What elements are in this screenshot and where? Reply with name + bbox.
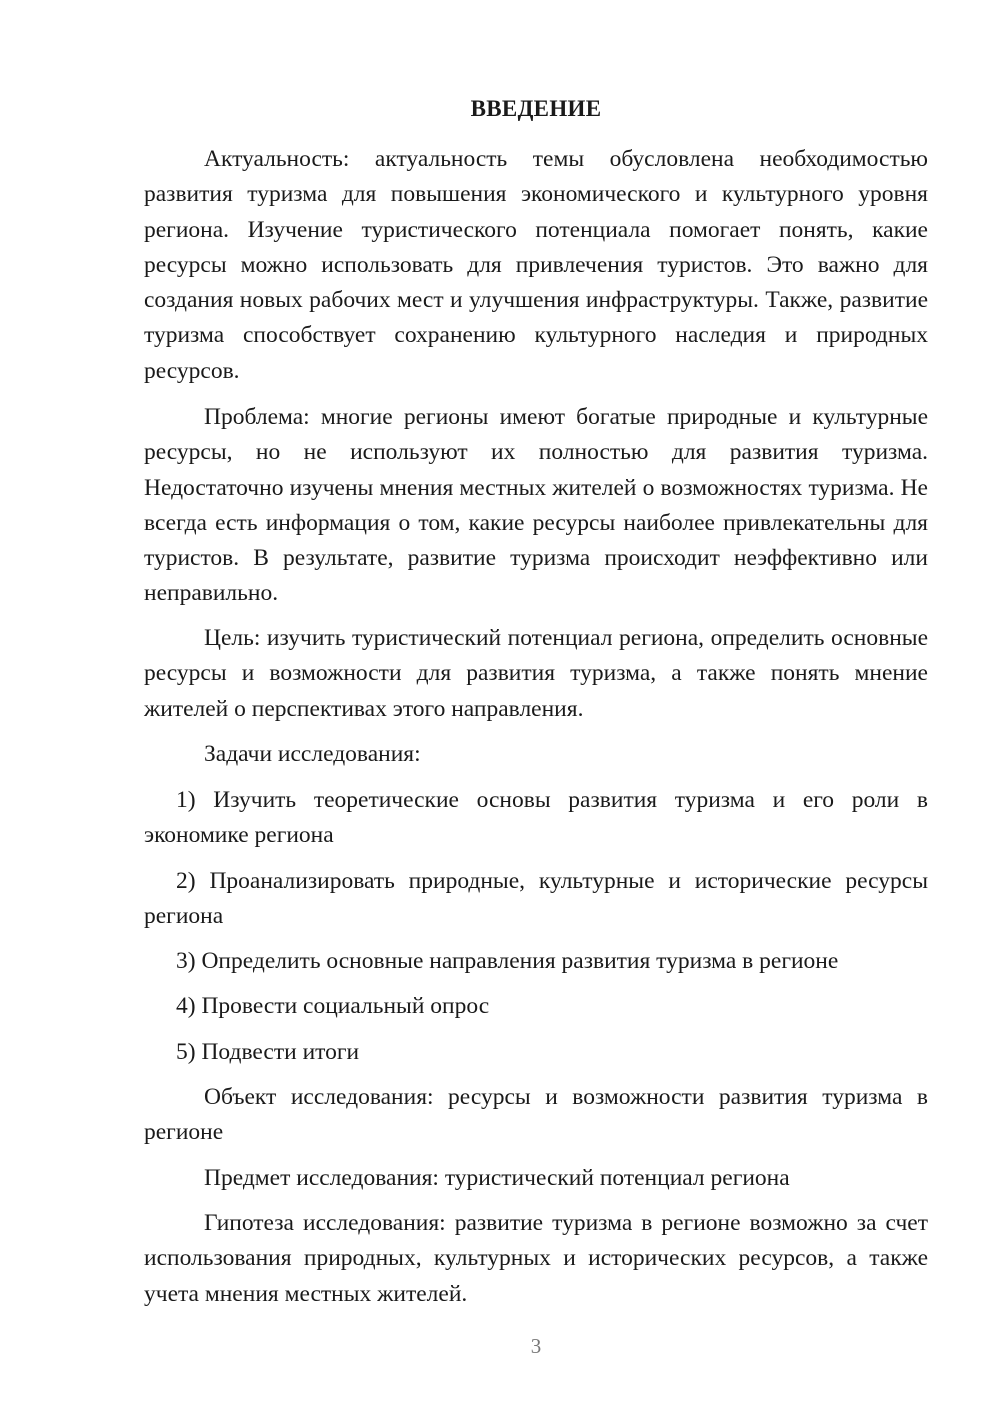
page-title: ВВЕДЕНИЕ (470, 96, 602, 121)
problem-paragraph: Проблема: многие регионы имеют богатые природные и культурные ресурсы, но не используют их полностью для развития туризма. Недостаточно изучены мнения местных жителей о возможностях туризма. Не всегда есть информация о том, какие ресурсы наиболее привлекательны для туристов. В результате, развитие туризма происходит неэффективно или неправильно. (144, 404, 928, 607)
object-paragraph: Объект исследования: ресурсы и возможности развития туризма в регионе (144, 1084, 928, 1146)
task-item-5: 5) Подвести итоги (176, 1039, 360, 1065)
page-number: 3 (530, 1334, 542, 1358)
tasks-heading: Задачи исследования: (204, 741, 421, 767)
task-item-2: 2) Проанализировать природные, культурные и исторические ресурсы региона (144, 868, 928, 930)
relevance-paragraph: Актуальность: актуальность темы обусловлена необходимостью развития туризма для повышения экономического и культурного уровня региона. Изучение туристического потенциала помогает понять, какие ресурсы можно использовать для привлечения туристов. Это важно для создания новых рабочих мест и улучшения инфраструктуры. Также, развитие туризма способствует сохранению культурного наследия и природных ресурсов. (144, 146, 928, 384)
goal-paragraph: Цель: изучить туристический потенциал региона, определить основные ресурсы и возможности для развития туризма, а также понять мнение жителей о перспективах этого направления. (144, 625, 928, 722)
task-item-4: 4) Провести социальный опрос (176, 993, 490, 1019)
subject-paragraph: Предмет исследования: туристический потенциал региона (204, 1165, 790, 1191)
task-item-1: 1) Изучить теоретические основы развития туризма и его роли в экономике региона (144, 787, 928, 849)
task-item-3: 3) Определить основные направления развития туризма в регионе (176, 948, 839, 974)
hypothesis-paragraph: Гипотеза исследования: развитие туризма в регионе возможно за счет использования природных, культурных и исторических ресурсов, а также учета мнения местных жителей. (144, 1210, 928, 1307)
